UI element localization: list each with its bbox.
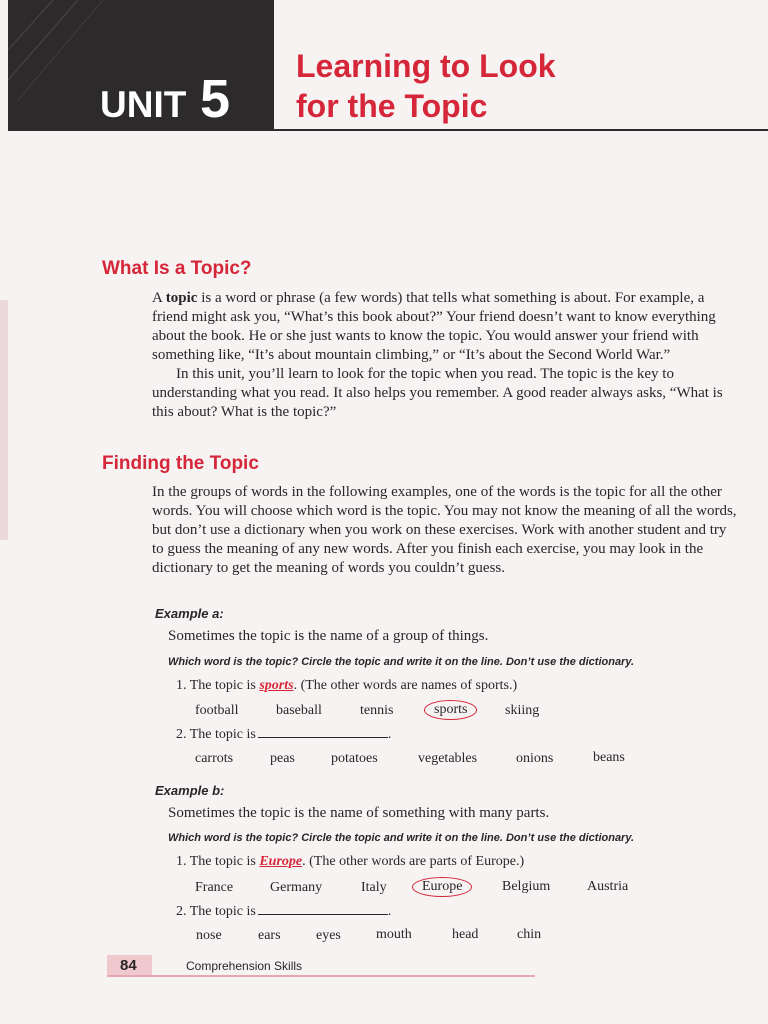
word-belgium: Belgium [502, 879, 551, 894]
word-europe-circled: Europe [412, 877, 472, 897]
topic-term: topic [165, 290, 198, 306]
section1-paragraph1 [152, 289, 737, 365]
word-football: football [195, 703, 239, 718]
word-sports-circled: sports [424, 700, 477, 720]
page-edge-tint [0, 300, 8, 540]
example-a-instruction: Which word is the topic? Circle the topic and write it on the line. Don’t use the dictionary. [168, 656, 635, 668]
example-b-instruction: Which word is the topic? Circle the topic and write it on the line. Don’t use the dictionary. [168, 832, 635, 844]
word-baseball: baseball [276, 703, 322, 718]
word-head: head [452, 927, 479, 942]
answer-blank-line [258, 913, 388, 915]
example-a-heading: Example a: [155, 606, 224, 621]
item-suffix: . [387, 904, 392, 919]
unit-title-line2: for the Topic [296, 88, 488, 124]
word-mouth: mouth [376, 927, 412, 942]
word-nose: nose [196, 928, 222, 943]
word-potatoes: potatoes [331, 751, 378, 766]
word-peas: peas [270, 751, 295, 766]
word-germany: Germany [270, 880, 323, 895]
example-b-item2 [176, 904, 391, 920]
header-rule [274, 129, 768, 131]
example-b-item1 [176, 854, 524, 870]
word-carrots: carrots [195, 751, 234, 766]
footer-section-title: Comprehension Skills [186, 959, 303, 973]
word-ears: ears [258, 928, 281, 943]
word-skiing: skiing [505, 703, 540, 718]
example-a-answer: sports [259, 678, 294, 693]
example-a-item1 [176, 678, 517, 694]
word-italy: Italy [361, 880, 387, 895]
item-suffix: . [387, 727, 392, 742]
p1-text-a: A [152, 290, 166, 306]
section2-paragraph1: In the groups of words in the following examples, one of the words is the topic for all the other words. You will choose which word is the topic. You may not know the meaning of all the words, but don’t use a dictionary when you work on these exercises. Work with another student and try to guess the meaning of any new words. After you finish each exercise, you may look in the dictionary to get the meaning of words you couldn’t guess. [152, 484, 737, 576]
unit-number: 5 [200, 69, 231, 129]
item-prefix: 1. The topic is [176, 678, 260, 693]
word-eyes: eyes [316, 928, 341, 943]
section1-paragraph2: In this unit, you’ll learn to look for the topic when you read. The topic is the key to understanding what you read. It also helps you remember. A good reader always asks, “What is this about? What is the topic?” [152, 366, 723, 420]
word-onions: onions [516, 751, 554, 766]
footer-rule [107, 975, 535, 977]
item-suffix: . (The other words are names of sports.) [293, 678, 518, 693]
unit-label: UNIT [100, 84, 187, 125]
section-heading-finding-topic: Finding the Topic [102, 453, 259, 474]
word-vegetables: vegetables [418, 751, 478, 766]
item-suffix: . (The other words are parts of Europe.) [302, 854, 525, 869]
word-france: France [195, 880, 234, 895]
item-prefix: 1. The topic is [176, 854, 260, 869]
section1-body [152, 289, 737, 422]
unit-title-line1: Learning to Look [296, 48, 556, 84]
example-b-intro: Sometimes the topic is the name of something with many parts. [168, 805, 550, 821]
word-tennis: tennis [360, 703, 394, 718]
example-a-intro: Sometimes the topic is the name of a group of things. [168, 628, 489, 644]
item-prefix: 2. The topic is [176, 904, 256, 919]
section-heading-what-is-topic: What Is a Topic? [102, 258, 252, 279]
p1-text-b: is a word or phrase (a few words) that tells what something is about. For example, a friend might ask you, “What’s this book about?” Your friend doesn’t want to know everything about the book. He or she just wants to know the topic. You would answer your friend with something like, “It’s about mountain climbing,” or “It’s about the Second World War.” [152, 290, 716, 363]
section2-body [152, 483, 737, 578]
example-b-answer: Europe [259, 854, 303, 869]
answer-blank-line [258, 736, 388, 738]
word-chin: chin [517, 927, 542, 942]
example-a-item2 [176, 727, 391, 743]
word-austria: Austria [587, 879, 629, 894]
word-beans: beans [593, 750, 625, 765]
page-number: 84 [120, 957, 137, 974]
example-b-heading: Example b: [155, 783, 225, 798]
item-prefix: 2. The topic is [176, 727, 256, 742]
